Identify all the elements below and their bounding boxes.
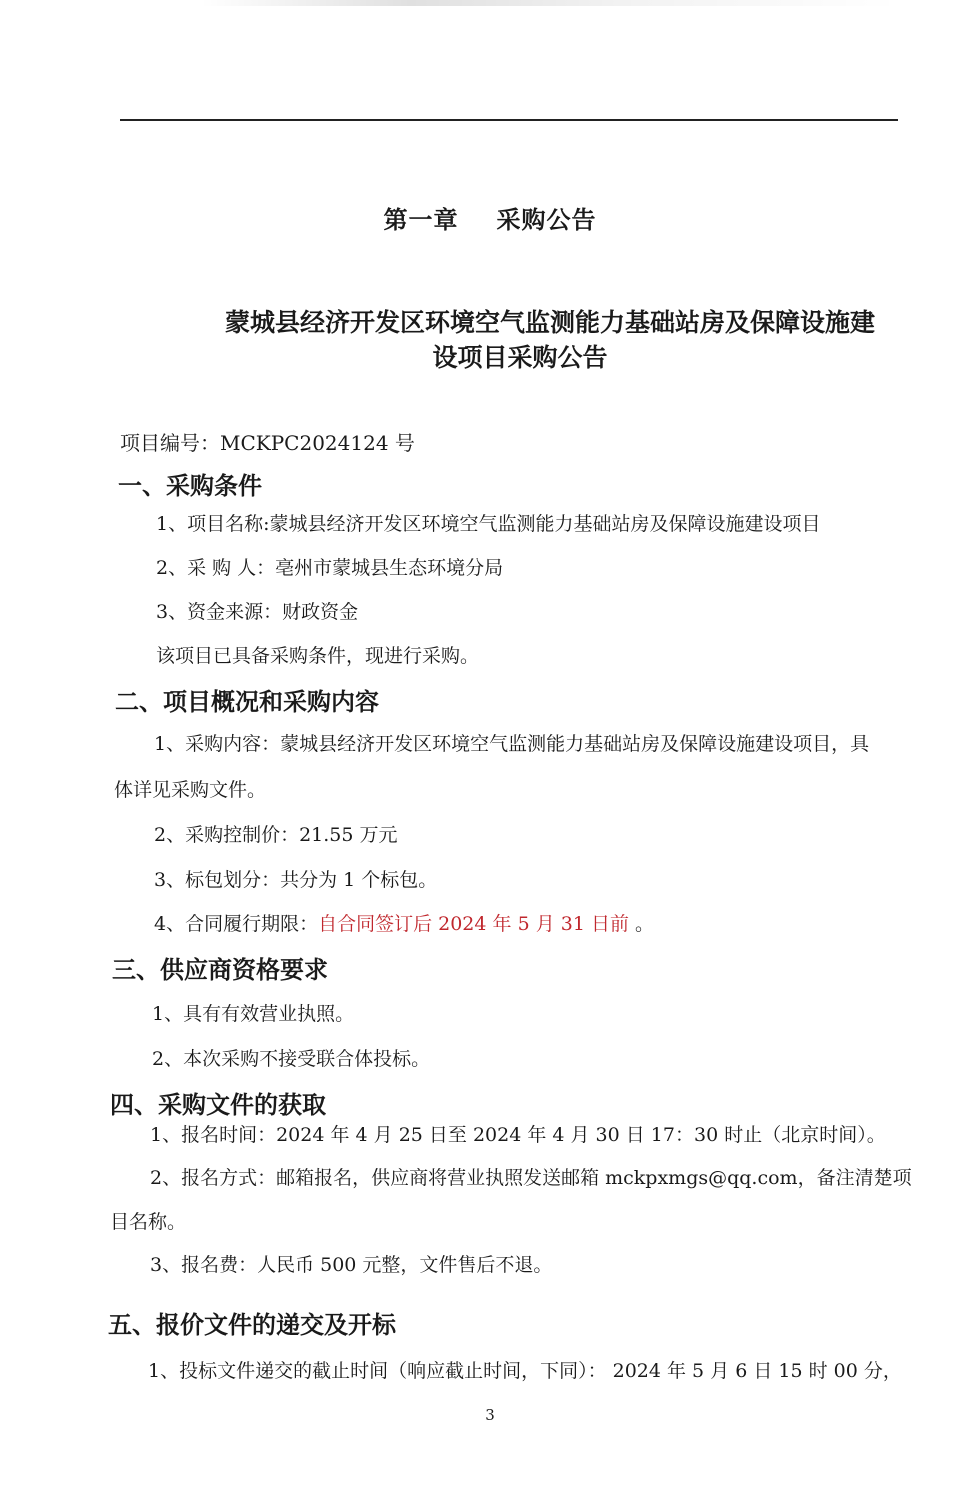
s2-item-4 (154, 909, 654, 936)
s1-item-3: 3、资金来源：财政资金 (156, 601, 359, 623)
section-heading-2: 二、项目概况和采购内容 (115, 688, 379, 716)
chapter-title: 采购公告 (496, 206, 597, 234)
s1-item-2: 2、采 购 人：亳州市蒙城县生态环境分局 (156, 557, 504, 579)
section-heading-5: 五、报价文件的递交及开标 (108, 1311, 396, 1339)
section-heading-1: 一、采购条件 (118, 472, 262, 500)
s4-item-1: 1、报名时间：2024 年 4 月 25 日至 2024 年 4 月 30 日 17：30 时止（北京时间）。 (150, 1124, 886, 1146)
s3-item-2: 2、本次采购不接受联合体投标。 (152, 1048, 431, 1070)
project-number: 项目编号：MCKPC2024124 号 (120, 431, 415, 455)
s4-item-2-line2: 目名称。 (110, 1211, 187, 1233)
s2-item-2: 2、采购控制价：21.55 万元 (154, 824, 398, 846)
scan-edge (200, 0, 900, 6)
header-rule (120, 119, 898, 121)
s2-item-1-line1: 1、采购内容：蒙城县经济开发区环境空气监测能力基础站房及保障设施建设项目，具 (154, 733, 870, 755)
page-number: 3 (485, 1406, 495, 1424)
s4-item-2-line1: 2、报名方式：邮箱报名，供应商将营业执照发送邮箱 mckpxmgs@qq.com，备注清楚项 (150, 1167, 912, 1189)
announcement-title-line2: 设项目采购公告 (432, 343, 608, 372)
s3-item-1: 1、具有有效营业执照。 (152, 1003, 355, 1025)
s2-item-1-line2: 体详见采购文件。 (114, 779, 267, 801)
section-heading-4: 四、采购文件的获取 (110, 1091, 326, 1119)
section-heading-3: 三、供应商资格要求 (112, 956, 328, 984)
announcement-title-line1: 蒙城县经济开发区环境空气监测能力基础站房及保障设施建 (224, 308, 875, 337)
s2-item-4-deadline: 自合同签订后 2024 年 5 月 31 日前 (318, 913, 629, 935)
chapter-heading (0, 200, 980, 235)
s2-item-4-end: 。 (628, 913, 654, 935)
s5-item-1: 1、投标文件递交的截止时间（响应截止时间，下同）： 2024 年 5 月 6 日 15 时 00 分， (148, 1360, 902, 1382)
s2-item-4-label: 4、合同履行期限： (154, 913, 319, 935)
s1-note: 该项目已具备采购条件，现进行采购。 (156, 645, 480, 667)
s2-item-3: 3、标包划分：共分为 1 个标包。 (154, 869, 438, 891)
s4-item-3: 3、报名费：人民币 500 元整，文件售后不退。 (150, 1254, 553, 1276)
s1-item-1: 1、项目名称:蒙城县经济开发区环境空气监测能力基础站房及保障设施建设项目 (156, 513, 821, 535)
chapter-number: 第一章 (383, 206, 459, 234)
